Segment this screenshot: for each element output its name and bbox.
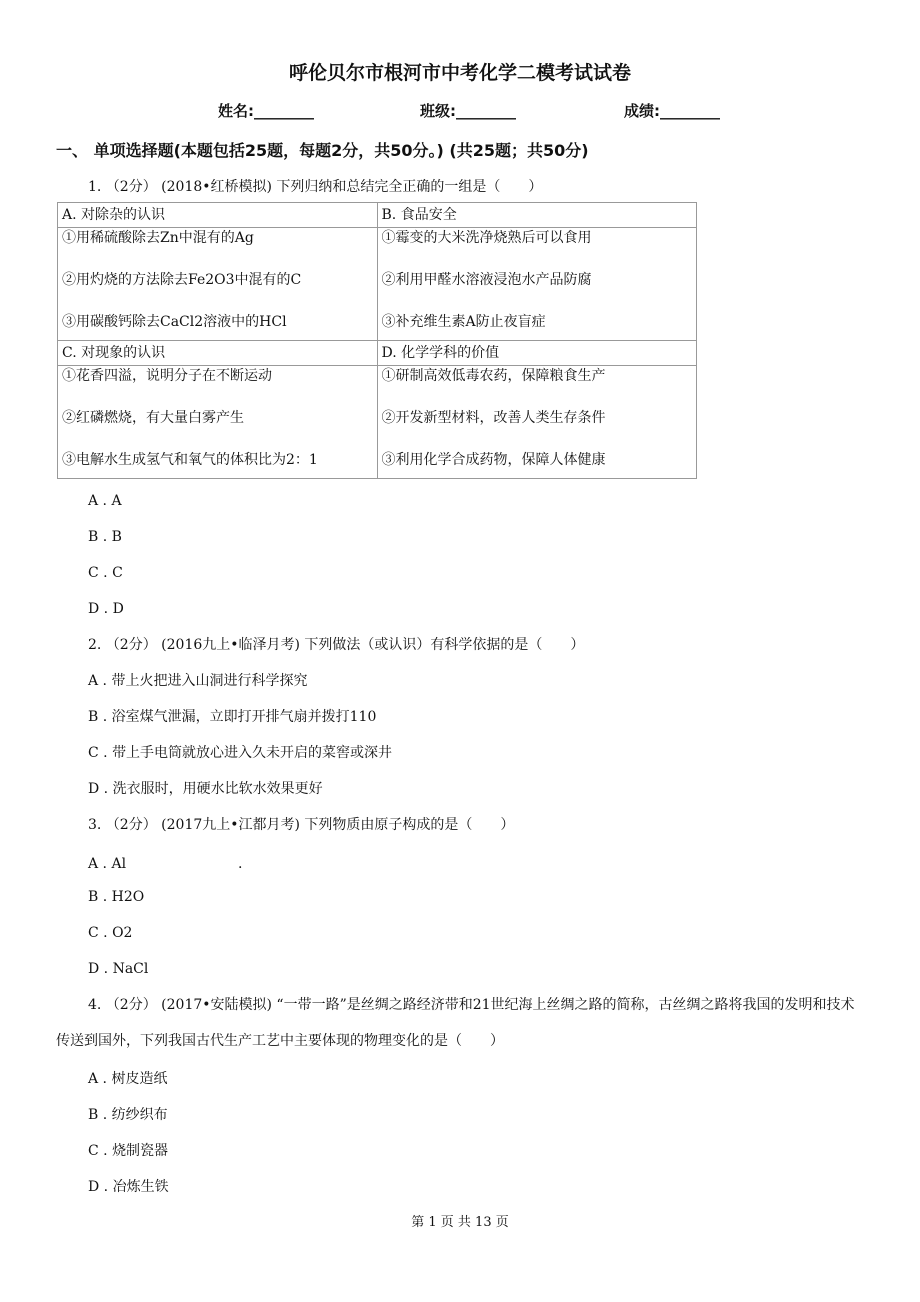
question-4-stem: 4. （2分） (2017•安陆模拟) “一带一路”是丝绸之路经济带和21世纪海上丝绸之路的简称，古丝绸之路将我国的发明和技术传送到国外，下列我国古代生产工艺中主要体现的物理变化的是（ ） bbox=[56, 997, 855, 1049]
score-field: 成绩:________ bbox=[624, 102, 720, 120]
page-footer: 第 1 页 共 13 页 bbox=[411, 1215, 509, 1230]
name-field: 姓名:________ bbox=[218, 102, 314, 120]
cell-d-item: ①研制高效低毒农药，保障粮食生产 bbox=[381, 368, 606, 384]
question-3-option-b[interactable]: B . H2O bbox=[88, 889, 145, 905]
question-2-option-c[interactable]: C . 带上手电筒就放心进入久未开启的菜窖或深井 bbox=[88, 745, 393, 761]
question-3-option-c[interactable]: C . O2 bbox=[88, 925, 133, 941]
cell-a-item: ①用稀硫酸除去Zn中混有的Ag bbox=[62, 230, 254, 246]
question-3-option-a[interactable]: A . Al . bbox=[88, 856, 243, 872]
cell-d-body bbox=[377, 366, 697, 479]
question-1-stem: 1. （2分） (2018•红桥模拟) 下列归纳和总结完全正确的一组是（ ） bbox=[88, 179, 543, 195]
cell-a-head: A. 对除杂的认识 bbox=[58, 203, 378, 228]
question-1-option-b[interactable]: B . B bbox=[88, 529, 122, 545]
cell-b-item: ②利用甲醛水溶液浸泡水产品防腐 bbox=[381, 272, 592, 288]
question-4-option-b[interactable]: B . 纺纱织布 bbox=[88, 1107, 168, 1123]
question-2-stem: 2. （2分） (2016九上•临泽月考) 下列做法（或认识）有科学依据的是（ ） bbox=[88, 637, 585, 653]
question-1-option-a[interactable]: A . A bbox=[88, 493, 122, 509]
question-2-option-b[interactable]: B . 浴室煤气泄漏，立即打开排气扇并拨打110 bbox=[88, 709, 377, 725]
question-4-option-a[interactable]: A . 树皮造纸 bbox=[88, 1071, 168, 1087]
cell-d-item: ③利用化学合成药物，保障人体健康 bbox=[381, 452, 606, 468]
question-1-table bbox=[57, 202, 697, 479]
cell-c-body bbox=[58, 366, 378, 479]
question-1-option-c[interactable]: C . C bbox=[88, 565, 123, 581]
class-field: 班级:________ bbox=[420, 102, 516, 120]
question-2-option-d[interactable]: D . 洗衣服时，用硬水比软水效果更好 bbox=[88, 781, 323, 797]
cell-c-item: ①花香四溢，说明分子在不断运动 bbox=[62, 368, 272, 384]
question-4-option-d[interactable]: D . 冶炼生铁 bbox=[88, 1179, 169, 1195]
question-3-stem: 3. （2分） (2017九上•江都月考) 下列物质由原子构成的是（ ） bbox=[88, 817, 515, 833]
question-3-option-d[interactable]: D . NaCl bbox=[88, 961, 149, 977]
question-4-option-c[interactable]: C . 烧制瓷器 bbox=[88, 1143, 169, 1159]
question-2-option-a[interactable]: A . 带上火把进入山洞进行科学探究 bbox=[88, 673, 308, 689]
cell-c-head: C. 对现象的认识 bbox=[58, 341, 378, 366]
section-heading: 一、 单项选择题(本题包括25题，每题2分，共50分。) (共25题；共50分) bbox=[56, 141, 589, 160]
cell-b-item: ①霉变的大米洗净烧熟后可以食用 bbox=[381, 230, 592, 246]
cell-d-head: D. 化学学科的价值 bbox=[377, 341, 697, 366]
cell-b-head: B. 食品安全 bbox=[377, 203, 697, 228]
cell-a-item: ③用碳酸钙除去CaCl2溶液中的HCl bbox=[62, 314, 287, 330]
cell-d-item: ②开发新型材料，改善人类生存条件 bbox=[381, 410, 606, 426]
question-1-option-d[interactable]: D . D bbox=[88, 601, 124, 617]
cell-b-item: ③补充维生素A防止夜盲症 bbox=[381, 314, 546, 330]
exam-title: 呼伦贝尔市根河市中考化学二模考试试卷 bbox=[288, 62, 631, 84]
cell-b-body bbox=[377, 228, 697, 341]
cell-a-item: ②用灼烧的方法除去Fe2O3中混有的C bbox=[62, 272, 302, 288]
cell-c-item: ③电解水生成氢气和氧气的体积比为2：1 bbox=[62, 452, 318, 468]
cell-c-item: ②红磷燃烧，有大量白雾产生 bbox=[62, 410, 244, 426]
cell-a-body bbox=[58, 228, 378, 341]
